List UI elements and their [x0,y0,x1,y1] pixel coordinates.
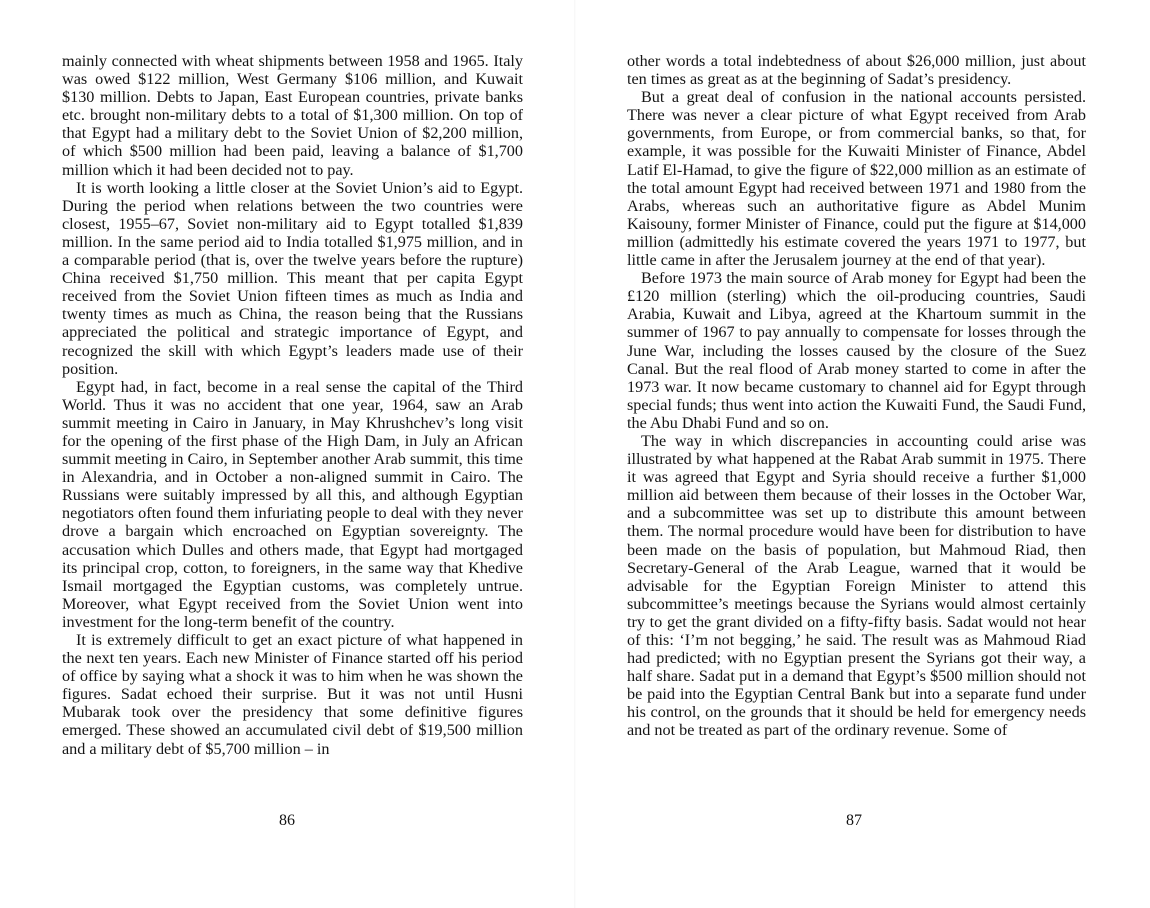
paragraph: It is worth looking a little closer at the Soviet Union’s aid to Egypt. During the period when relations between the two countries were closest, 1955–67, Soviet non-military aid to Egypt totalled $1,839 million. In the same period aid to India totalled $1,975 million, and in a comparable period (that is, over the twelve years before the rupture) China received $1,750 million. This meant that per capita Egypt received from the Soviet Union fifteen times as much as India and twenty times as much as China, the reason being that the Russians appreciated the political and strategic importance of Egypt, and recognized the skill with which Egypt’s leaders made use of their position. [62,178,523,378]
paragraph: mainly connected with wheat shipments between 1958 and 1965. Italy was owed $122 million, West Germany $106 million, and Kuwait $130 million. Debts to Japan, East European countries, private banks etc. brought non-military debts to a total of $1,300 million. On top of that Egypt had a military debt to the Soviet Union of $2,200 million, of which $500 million had been paid, leaving a balance of $1,700 million which it had been decided not to pay. [62,52,523,179]
paragraph: But a great deal of confusion in the national accounts persisted. There was never a clear picture of what Egypt received from Arab governments, from Europe, or from commercial banks, so that, for example, it was possible for the Kuwaiti Minister of Finance, Abdel Latif El-Hamad, to give the figure of $22,000 million as an estimate of the total amount Egypt had received between 1971 and 1980 from the Arabs, whereas such an authoritative figure as Abdel Munim Kaisouny, former Minister of Finance, could put the figure at $14,000 million (admittedly his estimate covered the years 1971 to 1977, but little came in after the Jerusalem journey at the end of that year). [627,88,1086,270]
left-page-text [62,52,523,758]
paragraph: It is extremely difficult to get an exact picture of what happened in the next ten years. Each new Minister of Finance started off his period of office by saying what a shock it was to him when he was shown the figures. Sadat echoed their surprise. But it was not until Husni Mubarak took over the presidency that some definitive figures emerged. These showed an accumulated civil debt of $19,500 million and a military debt of $5,700 million – in [62,631,523,758]
paragraph: Before 1973 the main source of Arab money for Egypt had been the £120 million (sterling) which the oil-producing countries, Saudi Arabia, Kuwait and Libya, agreed at the Khartoum summit in the summer of 1967 to pay annually to compensate for losses through the June War, including the losses caused by the closure of the Suez Canal. But the real flood of Arab money started to come in after the 1973 war. It now became customary to channel aid for Egypt through special funds; thus went into action the Kuwaiti Fund, the Saudi Fund, the Abu Dhabi Fund and so on. [627,269,1086,432]
paragraph: Egypt had, in fact, become in a real sense the capital of the Third World. Thus it was no accident that one year, 1964, saw an Arab summit meeting in Cairo in January, in May Khrushchev’s long visit for the opening of the first phase of the High Dam, in July an African summit meeting in Cairo, in September another Arab summit, this time in Alexandria, and in October a non-aligned summit in Cairo. The Russians were suitably impressed by all this, and although Egyptian negotiators often found them infuriating people to deal with they never drove a bargain which encroached on Egyptian sovereignty. The accusation which Dulles and others made, that Egypt had mortgaged its principal crop, cotton, to foreigners, in the same way that Khedive Ismail mortgaged the Egyptian customs, was completely untrue. Moreover, what Egypt received from the Soviet Union went into investment for the long-term benefit of the country. [62,377,523,631]
page-gutter [574,0,576,908]
paragraph: The way in which discrepancies in accounting could arise was illustrated by what happened at the Rabat Arab summit in 1975. There it was agreed that Egypt and Syria should receive a further $1,000 million aid between them because of their losses in the October War, and a subcommittee was set up to distribute this amount between them. The normal procedure would have been for distribution to have been made on the basis of population, but Mahmoud Riad, then Secretary-General of the Arab League, warned that it would be advisable for the Egyptian Foreign Minister to attend this subcommittee’s meetings because the Syrians would almost certainly try to get the grant divided on a fifty-fifty basis. Sadat would not hear of this: ‘I’m not begging,’ he said. The result was as Mahmoud Riad had predicted; with no Egyptian present the Syrians got their way, a half share. Sadat put in a demand that Egypt’s $500 million should not be paid into the Egyptian Central Bank but into a separate fund under his control, on the grounds that it should be held for emergency needs and not be treated as part of the ordinary revenue. Some of [627,431,1086,740]
left-page-number: 86 [279,812,295,829]
right-page-text [627,52,1086,740]
right-page-number: 87 [846,812,862,829]
paragraph: other words a total indebtedness of about $26,000 million, just about ten times as great as at the beginning of Sadat’s presidency. [627,52,1086,89]
